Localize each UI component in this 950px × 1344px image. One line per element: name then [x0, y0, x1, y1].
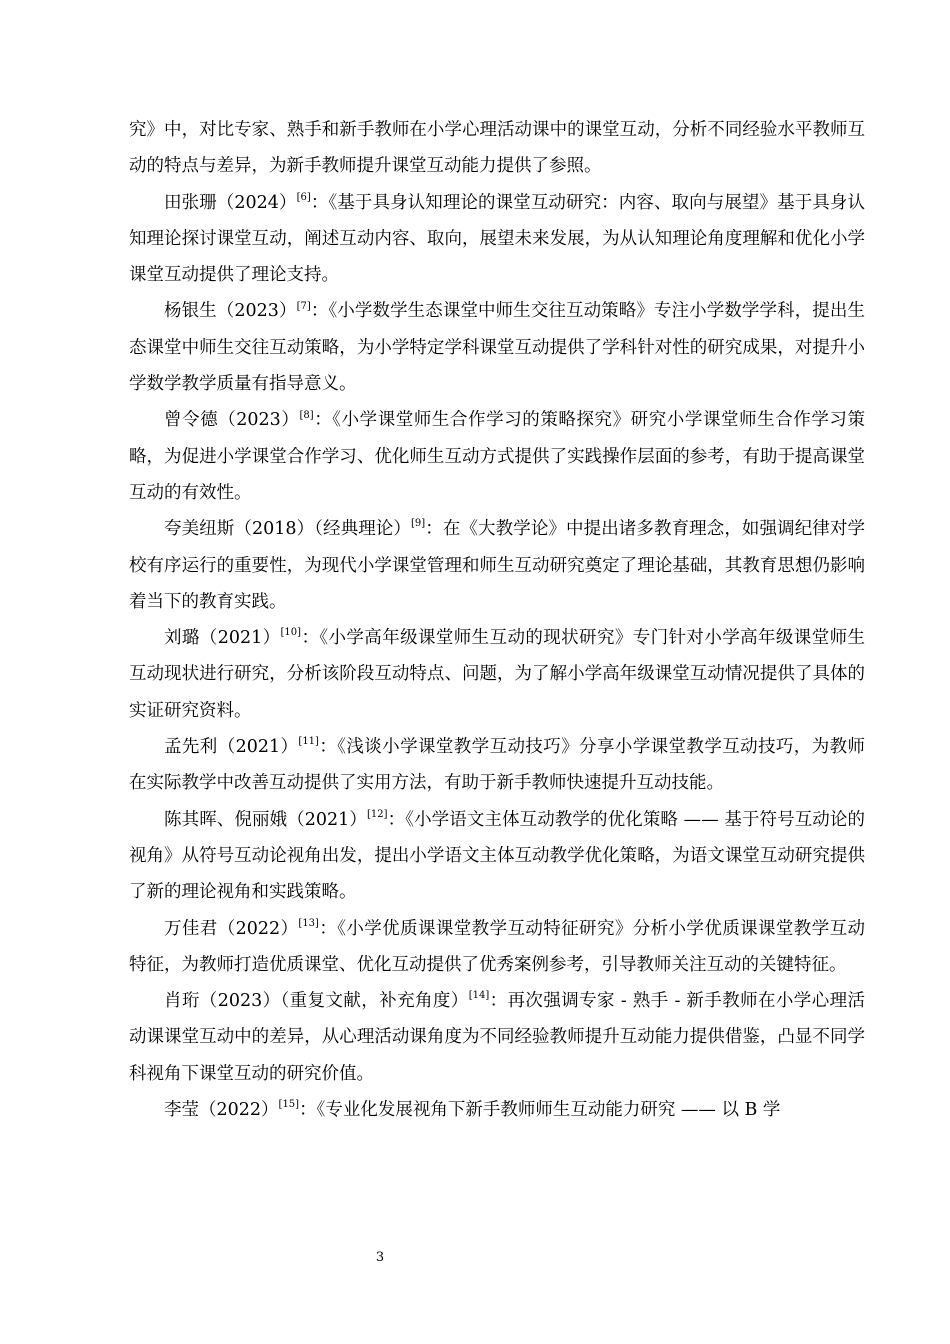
paragraph-text: ：《小学课堂师生合作学习的策略探究》研究小学课堂师生合作学习策略，为促进小学课堂合作学习、优化师生互动方式提供了实践操作层面的参考，有助于提高课堂互动的有效性。: [129, 410, 865, 503]
body-text: [129, 112, 865, 1128]
citation-author: 杨银生（2023）: [164, 301, 297, 322]
paragraph-text: ：《小学优质课课堂教学互动特征研究》分析小学优质课课堂教学互动特征，为教师打造优质课堂、优化互动提供了优秀案例参考，引导教师关注互动的关键特征。: [129, 918, 865, 975]
paragraph-text: ：《小学数学生态课堂中师生交往互动策略》专注小学数学学科，提出生态课堂中师生交往互动策略，为小学特定学科课堂互动提供了学科针对性的研究成果，对提升小学数学教学质量有指导意义。: [129, 301, 865, 395]
paragraph-text: 究》中，对比专家、熟手和新手教师在小学心理活动课中的课堂互动，分析不同经验水平教师互动的特点与差异，为新手教师提升课堂互动能力提供了参照。: [129, 120, 865, 177]
paragraph-text: ：再次强调专家 - 熟手 - 新手教师在小学心理活动课课堂互动中的差异，从心理活动课角度为不同经验教师提升互动能力提供借鉴，凸显不同学科视角下课堂互动的研究价值。: [129, 991, 865, 1084]
reference-mark: [15]: [278, 1099, 300, 1111]
citation-author: 曾令德（2023）: [164, 410, 300, 431]
citation-author: 万佳君（2022）: [164, 918, 299, 939]
citation-author: 夸美纽斯（2018）（经典理论）: [164, 519, 411, 540]
reference-mark: [8]: [299, 409, 314, 421]
paragraph-text: ：在《大教学论》中提出诸多教育理念，如强调纪律对学校有序运行的重要性，为现代小学课堂管理和师生互动研究奠定了理论基础，其教育思想仍影响着当下的教育实践。: [129, 519, 865, 612]
reference-mark: [12]: [367, 808, 388, 820]
page-number: 3: [375, 1250, 385, 1265]
paragraph-1: [129, 185, 865, 294]
citation-author: 孟先利（2021）: [164, 737, 299, 758]
citation-author: 陈其晖、倪丽娥（2021）: [164, 809, 367, 830]
paragraph-7: [129, 802, 865, 911]
paragraph-6: [129, 729, 865, 802]
paragraph-0: [129, 112, 865, 185]
citation-author: 李莹（2022）: [164, 1100, 279, 1121]
paragraph-4: [129, 511, 865, 620]
citation-author: 肖珩（2023）（重复文献，补充角度）: [164, 991, 469, 1012]
paragraph-5: [129, 620, 865, 729]
paragraph-2: [129, 293, 865, 402]
reference-mark: [10]: [280, 627, 302, 639]
paragraph-text: ：《基于具身认知理论的课堂互动研究：内容、取向与展望》基于具身认知理论探讨课堂互动，阐述互动内容、取向，展望未来发展，为从认知理论角度理解和优化小学课堂互动提供了理论支持。: [129, 192, 865, 286]
paragraph-10: [129, 1092, 865, 1128]
paragraph-text: ：《小学高年级课堂师生互动的现状研究》专门针对小学高年级课堂师生互动现状进行研究，分析该阶段互动特点、问题，为了解小学高年级课堂互动情况提供了具体的实证研究资料。: [129, 628, 865, 721]
reference-mark: [6]: [296, 191, 311, 203]
paragraph-text: ：《浅谈小学课堂教学互动技巧》分享小学课堂教学互动技巧，为教师在实际教学中改善互动提供了实用方法，有助于新手教师快速提升互动技能。: [129, 737, 865, 794]
reference-mark: [13]: [298, 917, 319, 929]
citation-author: 刘璐（2021）: [164, 628, 281, 649]
paragraph-text: ：《小学语文主体互动教学的优化策略 —— 基于符号互动论的视角》从符号互动论视角出发，提出小学语文主体互动教学优化策略，为语文课堂互动研究提供了新的理论视角和实践策略。: [129, 809, 865, 903]
paragraph-3: [129, 402, 865, 511]
reference-mark: [11]: [298, 736, 319, 748]
reference-mark: [7]: [296, 300, 311, 312]
reference-mark: [9]: [411, 518, 426, 530]
reference-mark: [14]: [468, 990, 490, 1002]
paragraph-9: [129, 983, 865, 1092]
paragraph-text: ：《专业化发展视角下新手教师师生互动能力研究 —— 以 B 学: [299, 1100, 781, 1121]
paragraph-8: [129, 911, 865, 984]
citation-author: 田张珊（2024）: [164, 192, 297, 213]
